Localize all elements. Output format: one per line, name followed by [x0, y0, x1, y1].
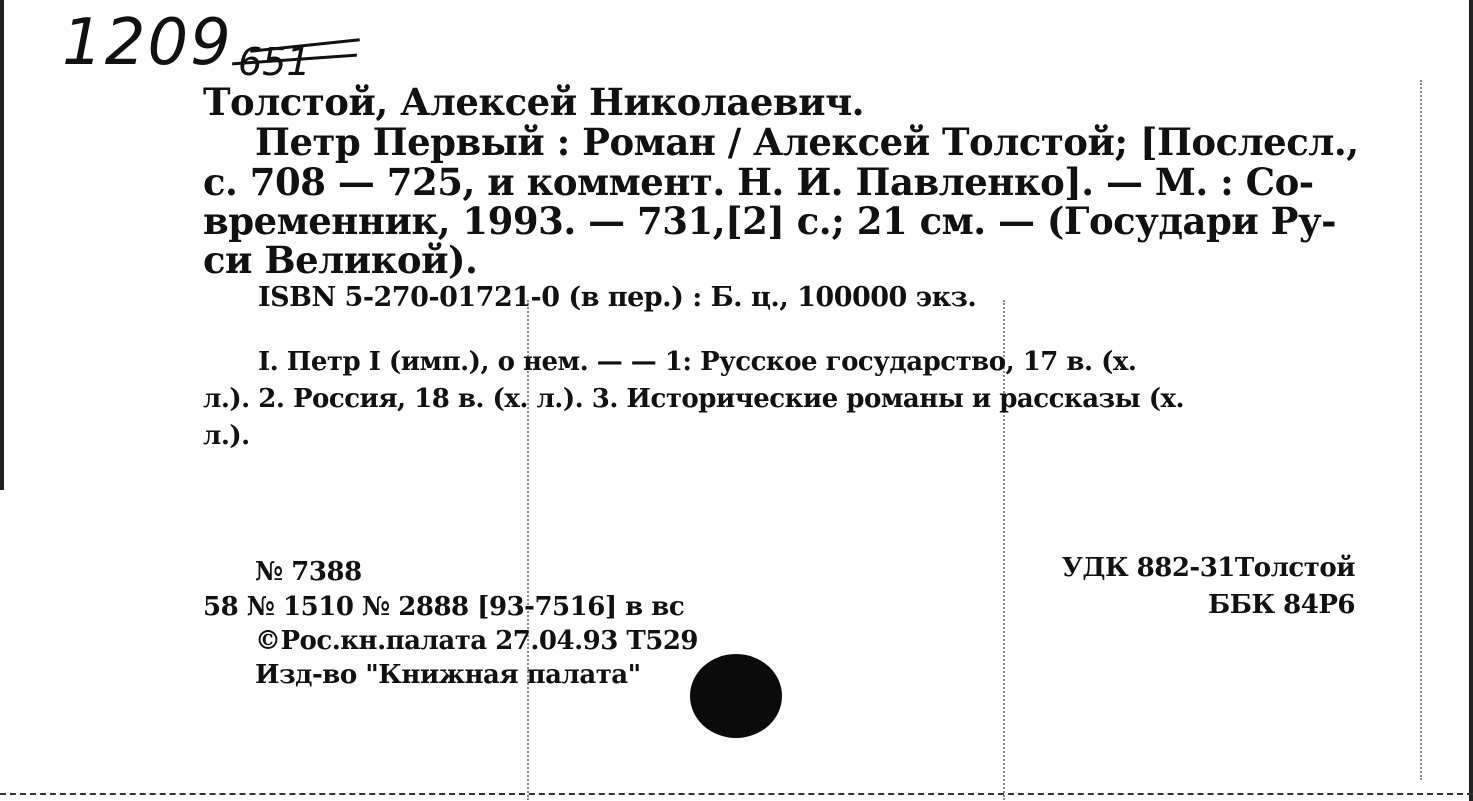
- subjects-line-1: I. Петр I (имп.), о нем. — — 1: Русское государство, 17 в. (х.: [258, 347, 1137, 377]
- chamber-stamp: ©Рос.кн.палата 27.04.93 Т529: [255, 626, 699, 656]
- left-edge: [0, 0, 4, 490]
- subjects-line-2: л.). 2. Россия, 18 в. (х. л.). 3. Исторические романы и рассказы (х.: [203, 384, 1185, 414]
- description-line-4: си Великой).: [203, 238, 478, 282]
- punch-hole: [690, 654, 782, 738]
- handwritten-number: 1209: [62, 6, 233, 80]
- record-number: № 7388: [255, 557, 362, 587]
- publisher-line: Изд-во "Книжная палата": [255, 660, 641, 690]
- isbn-line: ISBN 5-270-01721-0 (в пер.) : Б. ц., 100000 экз.: [258, 282, 977, 313]
- author-heading: Толстой, Алексей Николаевич.: [203, 80, 865, 124]
- description-line-1: Петр Первый : Роман / Алексей Толстой; [Послесл.,: [255, 120, 1359, 164]
- subjects-line-3: л.).: [203, 421, 250, 451]
- record-codes: 58 № 1510 № 2888 [93-7516] в вс: [203, 592, 685, 622]
- description-line-2: с. 708 — 725, и коммент. Н. И. Павленко]. — М. : Со-: [203, 160, 1314, 204]
- bottom-edge: [0, 793, 1473, 795]
- right-edge: [1469, 0, 1473, 801]
- description-line-3: временник, 1993. — 731,[2] с.; 21 см. — (Государи Ру-: [203, 199, 1337, 243]
- bbk-code: ББК 84Р6: [1208, 590, 1355, 620]
- scan-line: [1420, 80, 1422, 780]
- udk-code: УДК 882-31Толстой: [1061, 553, 1355, 583]
- handwritten-subnumber: 651: [238, 40, 311, 84]
